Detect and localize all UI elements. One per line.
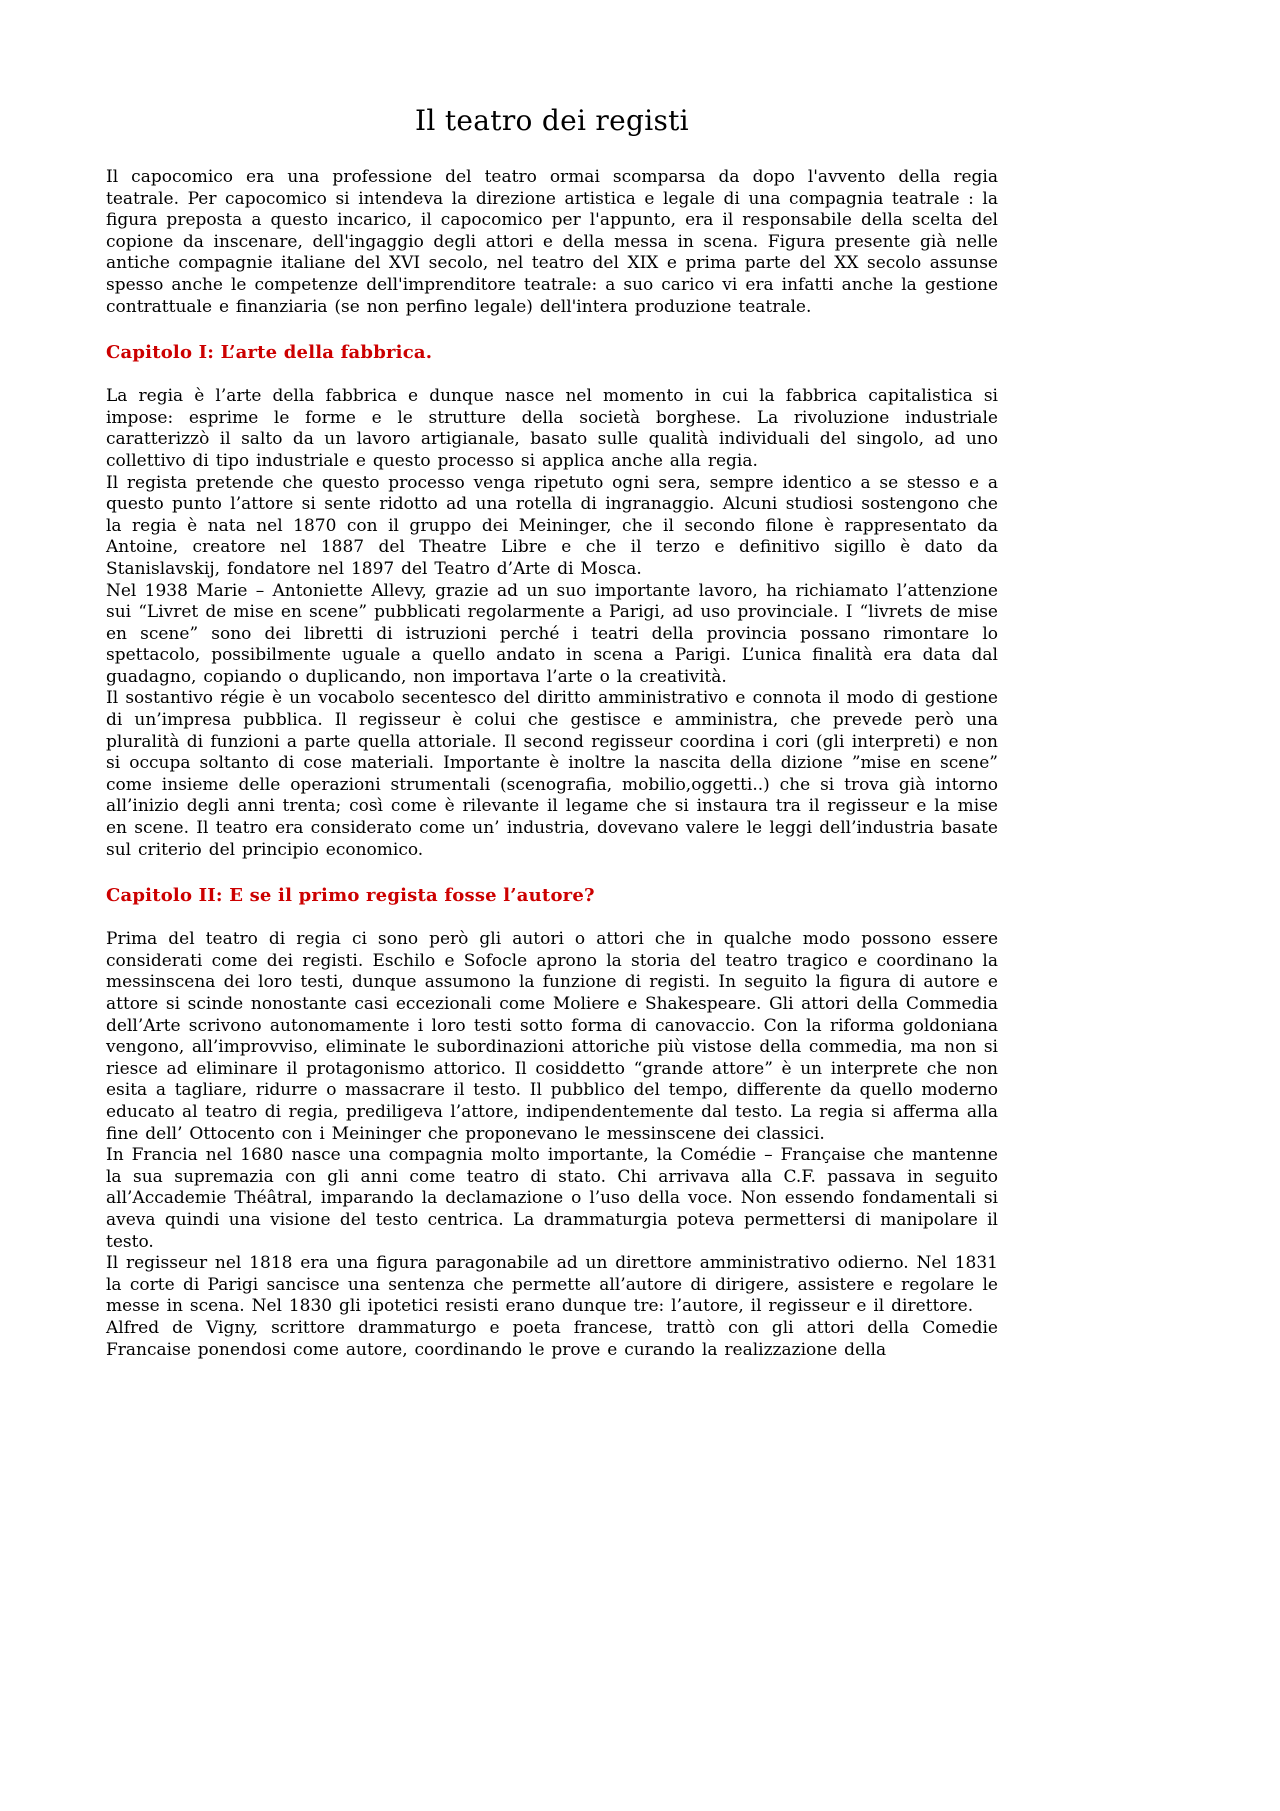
chapter-2-paragraph-4: Alfred de Vigny, scrittore drammaturgo e poeta francese, trattò con gli attori della Comedie Francaise ponendosi come autore, coordinando le prove e curando la realizzazione della — [106, 1317, 998, 1360]
chapter-2-heading: Capitolo II: E se il primo regista fosse l’autore? — [106, 885, 595, 907]
chapter-2-paragraph-3: Il regisseur nel 1818 era una figura paragonabile ad un direttore amministrativo odierno. Nel 1831 la corte di Parigi sancisce una sentenza che permette all’autore di dirigere, assistere e regolare le messe in scena. Nel 1830 gli ipotetici resisti erano dunque tre: l’autore, il regisseur e il direttore. — [106, 1253, 998, 1317]
chapter-1-paragraph-2: Il regista pretende che questo processo venga ripetuto ogni sera, sempre identico a se stesso e a questo punto l’attore si sente ridotto ad una rotella di ingranaggio. Alcuni studiosi sostengono che la regia è nata nel 1870 con il gruppo dei Meininger, che il secondo filone è rappresentato da Antoine, creatore nel 1887 del Theatre Libre e che il terzo e definitivo sigillo è dato da Stanislavskij, fondatore nel 1897 del Teatro d’Arte di Mosca. — [106, 472, 998, 579]
chapter-1-heading: Capitolo I: L’arte della fabbrica. — [106, 342, 433, 364]
chapter-2-paragraph-1: Prima del teatro di regia ci sono però gli autori o attori che in qualche modo possono essere considerati come dei registi. Eschilo e Sofocle aprono la storia del teatro tragico e coordinano la messinscena dei loro testi, dunque assumono la funzione di registi. In seguito la figura di autore e attore si scinde nonostante casi eccezionali come Moliere e Shakespeare. Gli attori della Commedia dell’Arte scrivono autonomamente i loro testi sotto forma di canovaccio. Con la riforma goldoniana vengono, all’improvviso, eliminate le subordinazioni attoriche più vistose della commedia, ma non si riesce ad eliminare il protagonismo attorico. Il cosiddetto “grande attore” è un interprete che non esita a tagliare, ridurre o massacrare il testo. Il pubblico del tempo, differente da quello moderno educato al teatro di regia, prediligeva l’attore, indipendentemente dal testo. La regia si afferma alla fine dell’ Ottocento con i Meininger che proponevano le messinscene dei classici. — [106, 929, 998, 1144]
chapter-1-paragraph-3: Nel 1938 Marie – Antoniette Allevy, grazie ad un suo importante lavoro, ha richiamato l’attenzione sui “Livret de mise en scene” pubblicati regolarmente a Parigi, ad uso provinciale. I “livrets de mise en scene” sono dei libretti di istruzioni perché i teatri della provincia possano rimontare lo spettacolo, possibilmente uguale a quello andato in scena a Parigi. L’unica finalità era data dal guadagno, copiando o duplicando, non importava l’arte o la creatività. — [106, 580, 998, 687]
document-title: Il teatro dei registi — [415, 104, 689, 137]
chapter-1-paragraph-1: La regia è l’arte della fabbrica e dunque nasce nel momento in cui la fabbrica capitalistica si impose: esprime le forme e le strutture della società borghese. La rivoluzione industriale caratterizzò il salto da un lavoro artigianale, basato sulle qualità individuali del singolo, ad uno collettivo di tipo industriale e questo processo si applica anche alla regia. — [106, 386, 998, 471]
chapter-2-paragraph-2: In Francia nel 1680 nasce una compagnia molto importante, la Comédie – Française che mantenne la sua supremazia con gli anni come teatro di stato. Chi arrivava alla C.F. passava in seguito all’Accademie Théâtral, imparando la declamazione o l’uso della voce. Non essendo fondamentali si aveva quindi una visione del testo centrica. La drammaturgia poteva permettersi di manipolare il testo. — [106, 1145, 998, 1252]
chapter-1-paragraph-4: Il sostantivo régie è un vocabolo secentesco del diritto amministrativo e connota il modo di gestione di un’impresa pubblica. Il regisseur è colui che gestisce e amministra, che prevede però una pluralità di funzioni a parte quella attoriale. Il second regisseur coordina i cori (gli interpreti) e non si occupa soltanto di cose materiali. Importante è inoltre la nascita della dizione ”mise en scene” come insieme delle operazioni strumentali (scenografia, mobilio,oggetti..) che si trova già intorno all’inizio degli anni trenta; così come è rilevante il legame che si instaura tra il regisseur e la mise en scene. Il teatro era considerato come un’ industria, dovevano valere le leggi dell’industria basate sul criterio del principio economico. — [106, 688, 998, 860]
intro-paragraph: Il capocomico era una professione del teatro ormai scomparsa da dopo l'avvento della regia teatrale. Per capocomico si intendeva la direzione artistica e legale di una compagnia teatrale : la figura preposta a questo incarico, il capocomico per l'appunto, era il responsabile della scelta del copione da inscenare, dell'ingaggio degli attori e della messa in scena. Figura presente già nelle antiche compagnie italiane del XVI secolo, nel teatro del XIX e prima parte del XX secolo assunse spesso anche le competenze dell'imprenditore teatrale: a suo carico vi era infatti anche la gestione contrattuale e finanziaria (se non perfino legale) dell'intera produzione teatrale. — [106, 167, 998, 317]
